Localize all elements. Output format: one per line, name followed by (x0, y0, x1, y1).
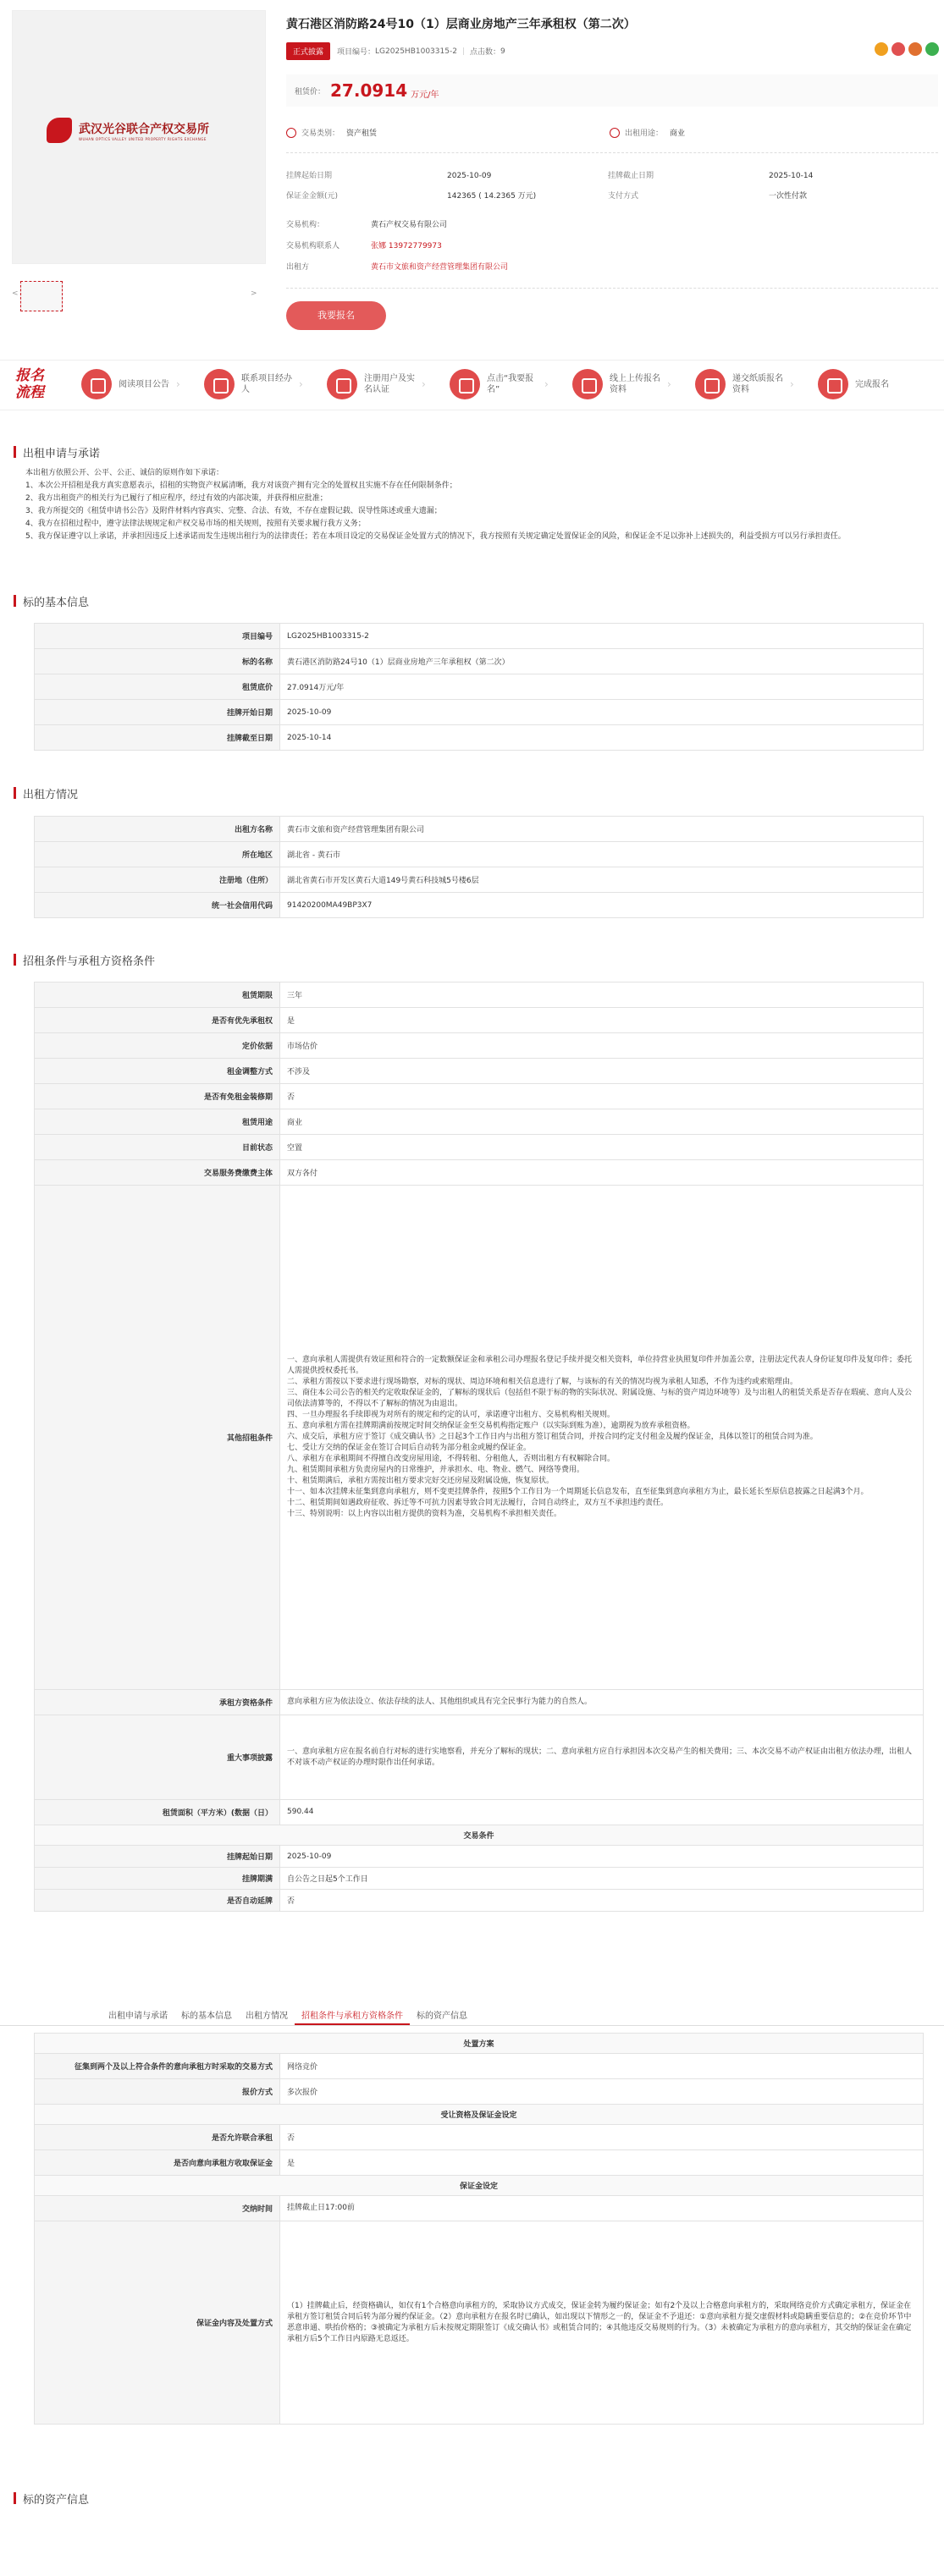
condition-line: 一、意向承租人需提供有效证照和符合的一定数额保证金和承租公司办理报名登记手续并提交相关资料，单位持营业执照复印件并加盖公章，注册法定代表人身份证复印件及复印件；委托人需提供授权委托书。 (287, 1356, 913, 1375)
field-label: 征集到两个及以上符合条件的意向承租方时采取的交易方式 (35, 2054, 280, 2079)
tab[interactable]: 招租条件与承租方资格条件 (295, 2007, 410, 2025)
lessor-table (34, 816, 924, 918)
table-row (35, 1186, 924, 1690)
tab[interactable]: 标的资产信息 (417, 2012, 467, 2021)
field-value: 意向承租方应为依法设立、依法存续的法人、其他组织或具有完全民事行为能力的自然人。 (280, 1690, 924, 1715)
table-row (35, 1868, 924, 1890)
type-value: 资产租赁 (346, 129, 378, 138)
section-heading: 出租方情况 (14, 783, 932, 803)
field-value: 多次报价 (280, 2079, 924, 2105)
step-icon (818, 369, 848, 399)
flow-title-line: 流程 (15, 384, 44, 401)
field-label: 标的名称 (35, 649, 280, 674)
field-value: 否 (280, 1890, 924, 1912)
table-row (35, 725, 924, 751)
flow-step (327, 369, 450, 399)
field-value: 2025-10-14 (280, 725, 924, 751)
field-value: 91420200MA49BP3X7 (280, 893, 924, 918)
field-label: 出租方名称 (35, 817, 280, 842)
field-value: 黄石市文旅和资产经营管理集团有限公司 (280, 817, 924, 842)
pledge-line: 本出租方依照公开、公平、公正、诚信的原则作如下承诺： (25, 469, 224, 477)
section-tabs (0, 2007, 944, 2026)
table-row (35, 1059, 924, 1084)
field-label: 保证金内容及处置方式 (35, 2221, 280, 2425)
condition-line: 十一、如本次挂牌未征集到意向承租方，则不变更挂牌条件，按照5个工作日为一个周期延长信息发布，直至征集到意向承租方为止，最长延长至原信息披露之日起满3个月。 (287, 1488, 869, 1496)
exchange-logo (47, 118, 209, 143)
usage-value: 商业 (670, 129, 686, 138)
detail-value: 2025-10-14 (769, 172, 814, 180)
logo-mark-icon (47, 118, 72, 143)
step-arrow-icon: › (176, 378, 180, 390)
share-wechat-icon[interactable] (925, 42, 939, 56)
project-meta: 正式披露 项目编号： LG2025HB1003315-2 | 点击数： 9 (286, 42, 505, 60)
table-subheading: 交易条件 (35, 1825, 924, 1846)
table-row (35, 700, 924, 725)
field-value: 空置 (280, 1135, 924, 1160)
field-label: 注册地（住所） (35, 867, 280, 893)
flow-step (204, 369, 327, 399)
basic-info-table (34, 623, 924, 751)
detail-value: 2025-10-09 (447, 172, 492, 180)
registration-flow (0, 360, 944, 410)
disposal-table (34, 2033, 924, 2425)
table-row (35, 1135, 924, 1160)
field-value: 双方各付 (280, 1160, 924, 1186)
field-value: 一、意向承租方应在报名前自行对标的进行实地察看，并充分了解标的现状；二、意向承租方应自行承担因本次交易产生的相关费用；三、本次交易不动产权证由出租方依法办理，出租人不对该不动产权证的办理时限作出任何承诺。 (280, 1715, 924, 1800)
table-row (35, 674, 924, 700)
section-basic (14, 591, 932, 611)
price-value: 27.0914 (330, 80, 408, 101)
project-no: LG2025HB1003315-2 (375, 47, 457, 56)
field-value: 自公告之日起5个工作日 (280, 1868, 924, 1890)
section-heading: 招租条件与承租方资格条件 (14, 949, 932, 970)
contact-value: 黄石产权交易有限公司 (371, 221, 448, 229)
step-arrow-icon: › (790, 378, 794, 390)
field-value: 27.0914万元/年 (280, 674, 924, 700)
step-label: 递交纸质报名资料 (732, 374, 783, 394)
table-row (35, 2105, 924, 2125)
flow-title-line: 报名 (15, 367, 44, 384)
table-row (35, 983, 924, 1008)
field-label: 挂牌期满 (35, 1868, 280, 1890)
flow-title (15, 367, 44, 401)
section-pledge (14, 442, 932, 462)
project-no-label: 项目编号： (337, 48, 376, 57)
usage-label: 出租用途： (625, 129, 664, 138)
contact-key: 交易机构： (286, 221, 325, 229)
thumbnail-strip (12, 281, 266, 300)
field-label: 挂牌起始日期 (35, 1846, 280, 1868)
field-label: 是否有免租金装修期 (35, 1084, 280, 1109)
step-label: 完成报名 (855, 379, 889, 389)
step-icon (695, 369, 726, 399)
step-icon (572, 369, 603, 399)
project-header (0, 0, 944, 355)
field-label: 报价方式 (35, 2079, 280, 2105)
contact-phone: 张娜 13972779973 (371, 242, 442, 250)
detail-grid (286, 166, 938, 206)
field-label: 租赁期限 (35, 983, 280, 1008)
flow-step (695, 369, 818, 399)
detail-value: 142365 ( 14.2365 万元) (447, 192, 537, 201)
field-value: 湖北省 - 黄石市 (280, 842, 924, 867)
field-label: 租金调整方式 (35, 1059, 280, 1084)
field-value: 590.44 (280, 1800, 924, 1825)
category-icon (286, 128, 296, 138)
step-arrow-icon: › (422, 378, 426, 390)
field-value: 否 (280, 2125, 924, 2150)
project-image[interactable] (12, 10, 266, 264)
views-label: 点击数： (469, 48, 500, 57)
lessor-link[interactable]: 黄石市文旅和资产经营管理集团有限公司 (371, 263, 509, 272)
contact-info (286, 213, 508, 277)
detail-key: 挂牌截止日期 (608, 172, 654, 180)
detail-key: 挂牌起始日期 (286, 172, 333, 180)
step-label: 联系项目经办人 (241, 374, 292, 394)
thumb-prev-icon[interactable]: < (12, 289, 19, 298)
table-subheading: 保证金设定 (35, 2176, 924, 2196)
condition-line: 十二、租赁期间如遇政府征收、拆迁等不可抗力因素导致合同无法履行，合同自动终止，双方互不承担违约责任。 (287, 1499, 669, 1507)
step-icon (327, 369, 357, 399)
field-label: 承租方资格条件 (35, 1690, 280, 1715)
table-row (35, 1033, 924, 1059)
contact-key: 出租方 (286, 263, 310, 272)
table-row (35, 2079, 924, 2105)
condition-line: 七、受让方交纳的保证金在签订合同后自动转为部分租金或履约保证金。 (287, 1444, 532, 1452)
logo-subtitle: WUHAN OPTICS VALLEY UNITED PROPERTY RIGHTS EXCHANGE (79, 136, 207, 141)
step-arrow-icon: › (299, 378, 303, 390)
price-box (286, 74, 938, 107)
field-value: 是 (280, 2150, 924, 2176)
field-value: 黄石港区消防路24号10（1）层商业房地产三年承租权（第二次） (280, 649, 924, 674)
table-row (35, 1690, 924, 1715)
table-row (35, 2034, 924, 2054)
field-label: 是否有优先承租权 (35, 1008, 280, 1033)
step-label: 注册用户及实名认证 (364, 374, 415, 394)
type-label: 交易类别： (301, 129, 340, 138)
table-row (35, 2054, 924, 2079)
thumb-next-icon[interactable]: > (251, 289, 257, 298)
field-label: 租赁用途 (35, 1109, 280, 1135)
field-label: 租赁面积（平方米）(数据（日） (35, 1800, 280, 1825)
section-heading: 标的基本信息 (14, 591, 932, 611)
table-subheading: 受让资格及保证金设定 (35, 2105, 924, 2125)
logo-name: 武汉光谷联合产权交易所 (79, 122, 209, 136)
price-label: 租赁价： (295, 87, 326, 96)
share-weibo-icon[interactable] (875, 42, 888, 56)
table-row (35, 2196, 924, 2221)
table-row (35, 1160, 924, 1186)
table-row (35, 893, 924, 918)
detail-key: 支付方式 (608, 192, 639, 201)
condition-line: 二、承租方需按以下要求进行现场勘察，对标的现状、周边环境和相关信息进行了解，与该标的有关的情况均视为承租人知悉，不作为违约或索赔理由。 (287, 1378, 798, 1386)
condition-line: 十、租赁期满后，承租方需按出租方要求完好交还房屋及附属设施，恢复原状。 (287, 1477, 555, 1485)
field-value: 网络竞价 (280, 2054, 924, 2079)
table-row (35, 1084, 924, 1109)
step-icon (450, 369, 480, 399)
tab[interactable]: 出租方情况 (246, 2012, 288, 2021)
field-label: 目前状态 (35, 1135, 280, 1160)
tab[interactable]: 标的基本信息 (181, 2012, 232, 2021)
step-label: 线上上传报名资料 (610, 374, 660, 394)
field-value: （1）挂牌截止后，经资格确认，如仅有1个合格意向承租方的，采取协议方式成交，保证金转为履约保证金；如有2个及以上合格意向承租方的，采取网络竞价方式确定承租方，保证金在承租方签订租赁合同后转为部分履约保证金。（2）意向承租方在报名时已确认，如出现以下情形之一的，保证金不予退还：①意向承租方提交虚假材料或隐瞒重要信息的；②在竞价环节中恶意串通、哄抬价格的；③被确定为承租方后未按规定期限签订《成交确认书》或租赁合同的；④其他违反交易规则的行为。（3）未被确定为承租方的意向承租方，其交纳的保证金在确定承租方后5个工作日内原路无息返还。 (280, 2221, 924, 2425)
field-value: 2025-10-09 (280, 1846, 924, 1868)
step-label: 阅读项目公告 (119, 379, 169, 389)
share-qzone-icon[interactable] (908, 42, 922, 56)
views-count: 9 (500, 47, 505, 56)
condition-line: 十三、特别说明：以上内容以出租方提供的资料为准，交易机构不承担相关责任。 (287, 1510, 562, 1518)
flow-step (450, 369, 572, 399)
other-conditions (280, 1186, 924, 1690)
pledge-line: 3、我方所提交的《租赁申请书公告》及附件材料内容真实、完整、合法、有效，不存在虚假记载、误导性陈述或重大遗漏； (25, 507, 442, 515)
table-row (35, 1890, 924, 1912)
contact-key: 交易机构联系人 (286, 242, 340, 250)
field-value: 是 (280, 1008, 924, 1033)
share-qq-icon[interactable] (892, 42, 905, 56)
field-label: 挂牌开始日期 (35, 700, 280, 725)
field-label: 项目编号 (35, 624, 280, 649)
field-value: 不涉及 (280, 1059, 924, 1084)
flow-step (818, 369, 941, 399)
pledge-text (25, 467, 923, 543)
field-label: 交纳时间 (35, 2196, 280, 2221)
pledge-line: 4、我方在招租过程中，遵守法律法规规定和产权交易市场的相关规则，按照有关要求履行我方义务； (25, 520, 366, 528)
price-unit: 万元/年 (411, 90, 439, 100)
step-icon (204, 369, 235, 399)
field-value: 湖北省黄石市开发区黄石大道149号黄石科技城5号楼6层 (280, 867, 924, 893)
step-arrow-icon: › (544, 378, 549, 390)
field-value: 三年 (280, 983, 924, 1008)
detail-key: 保证金金额(元) (286, 192, 339, 201)
table-row (35, 817, 924, 842)
flow-steps (81, 369, 941, 399)
field-label: 租赁底价 (35, 674, 280, 700)
tab[interactable]: 出租申请与承诺 (108, 2012, 168, 2021)
flow-step (572, 369, 695, 399)
section-asset (14, 2488, 932, 2508)
divider (286, 288, 938, 289)
table-row (35, 1825, 924, 1846)
table-row (35, 2176, 924, 2196)
table-row (35, 867, 924, 893)
field-value: 商业 (280, 1109, 924, 1135)
section-conditions (14, 949, 932, 970)
table-row (35, 842, 924, 867)
type-row (286, 127, 938, 138)
status-badge: 正式披露 (286, 42, 330, 60)
condition-line: 九、租赁期间承租方负责房屋内的日常维护，并承担水、电、物业、燃气、网络等费用。 (287, 1466, 585, 1474)
detail-value: 一次性付款 (769, 192, 808, 201)
condition-line: 八、承租方在承租期间不得擅自改变房屋用途，不得转租、分租他人，否则出租方有权解除合同。 (287, 1455, 616, 1463)
field-value: 挂牌截止日17:00前 (280, 2196, 924, 2221)
project-title: 黄石港区消防路24号10（1）层商业房地产三年承租权（第二次） (286, 18, 636, 31)
pledge-line: 1、本次公开招租是我方真实意愿表示，招租的实物资产权属清晰，我方对该资产拥有完全的处置权且实施不存在任何限制条件； (25, 482, 457, 490)
table-row (35, 649, 924, 674)
table-row (35, 1846, 924, 1868)
field-label: 其他招租条件 (35, 1186, 280, 1690)
condition-line: 三、商住本公司公告的相关约定收取保证金的，了解标的现状后（包括但不限于标的物的实际状况、附属设施、与标的资产周边环境等）及与出租人的租赁关系是否存在瑕疵、意向人及公司依法清算等的，不得以不了解标的情况为由退出。 (287, 1389, 913, 1408)
condition-line: 五、意向承租方需在挂牌期满前按规定时间交纳保证金至交易机构指定账户（以实际到账为准），逾期视为放弃承租资格。 (287, 1422, 695, 1430)
field-label: 是否自动延牌 (35, 1890, 280, 1912)
table-subheading: 处置方案 (35, 2034, 924, 2054)
pledge-line: 5、我方保证遵守以上承诺，并承担因违反上述承诺而发生违规出租行为的法律责任；若在本项目设定的交易保证金处置方式的情况下，我方按照有关规定确定处置保证金的风险，和保证金不足以弥补上述损失的，利益受损方可以另行承担责任。 (25, 532, 846, 541)
field-value: LG2025HB1003315-2 (280, 624, 924, 649)
field-label: 挂牌截至日期 (35, 725, 280, 751)
section-heading: 出租申请与承诺 (14, 442, 932, 462)
step-label: 点击“我要报名” (487, 374, 534, 394)
field-label: 所在地区 (35, 842, 280, 867)
table-row (35, 1008, 924, 1033)
table-row (35, 2150, 924, 2176)
table-row (35, 1109, 924, 1135)
condition-line: 六、成交后，承租方应于签订《成交确认书》之日起3个工作日内与出租方签订租赁合同，并按合同约定支付租金及履约保证金，具体以签订的租赁合同为准。 (287, 1433, 818, 1441)
thumbnail[interactable] (20, 281, 63, 311)
conditions-table (34, 982, 924, 1912)
pledge-line: 2、我方出租资产的相关行为已履行了相应程序，经过有效的内部决策，并获得相应批准； (25, 494, 328, 503)
table-row (35, 2125, 924, 2150)
step-arrow-icon: › (667, 378, 671, 390)
usage-icon (610, 128, 620, 138)
section-lessor (14, 783, 932, 803)
field-label: 重大事项披露 (35, 1715, 280, 1800)
field-label: 统一社会信用代码 (35, 893, 280, 918)
field-value: 2025-10-09 (280, 700, 924, 725)
flow-step (81, 369, 204, 399)
divider (286, 152, 938, 153)
field-label: 定价依据 (35, 1033, 280, 1059)
step-icon (81, 369, 112, 399)
field-label: 交易服务费缴费主体 (35, 1160, 280, 1186)
apply-button[interactable]: 我要报名 (286, 301, 386, 330)
table-row (35, 1800, 924, 1825)
share-buttons (871, 42, 939, 56)
field-value: 市场估价 (280, 1033, 924, 1059)
table-row (35, 1715, 924, 1800)
field-label: 是否允许联合承租 (35, 2125, 280, 2150)
table-row (35, 624, 924, 649)
field-value: 否 (280, 1084, 924, 1109)
condition-line: 四、一旦办理报名手续即视为对所有的规定和约定的认可，承诺遵守出租方、交易机构相关规则。 (287, 1411, 616, 1419)
table-row (35, 2221, 924, 2425)
section-heading: 标的资产信息 (14, 2488, 932, 2508)
field-label: 是否向意向承租方收取保证金 (35, 2150, 280, 2176)
